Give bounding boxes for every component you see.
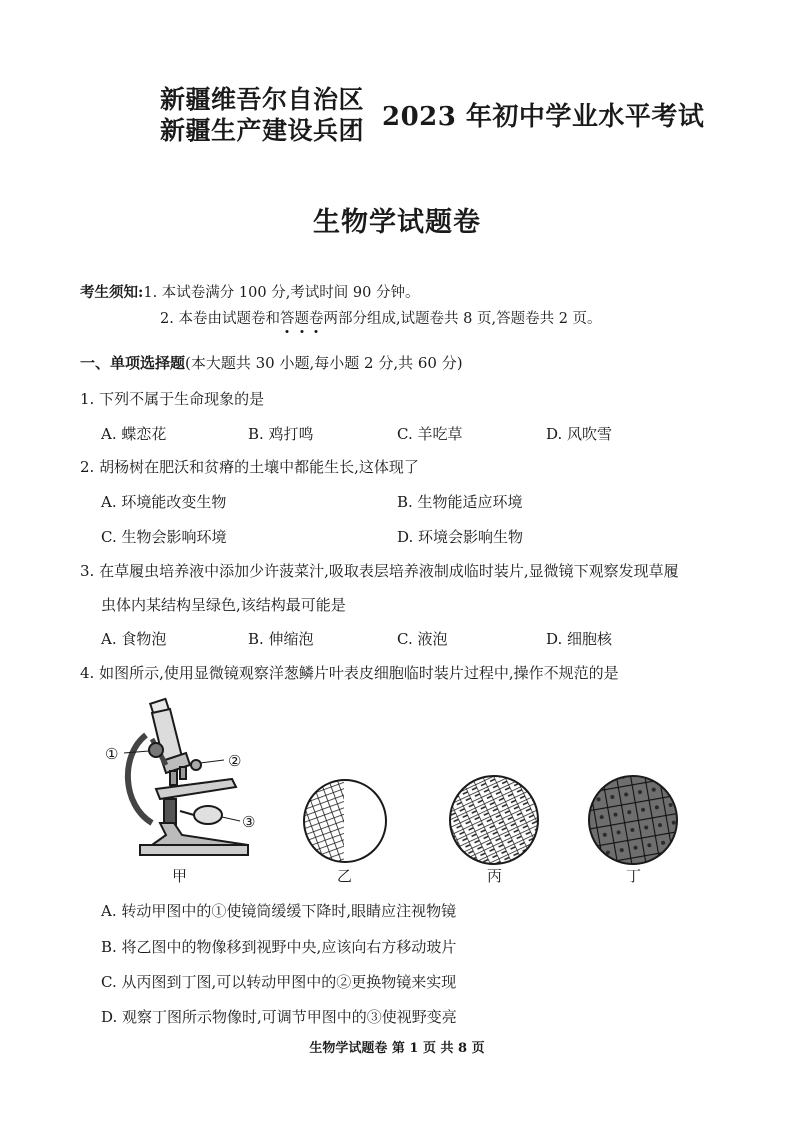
paper-title: 生物学试题卷 <box>313 207 481 238</box>
exam-notice <box>80 280 602 332</box>
notice-item-2-emphasis <box>280 311 324 327</box>
marker-2: ② <box>228 752 242 770</box>
q3-option-d: D. 细胞核 <box>546 630 613 648</box>
q4-option-a: A. 转动甲图中的①使镜筒缓缓下降时,眼睛应注视物镜 <box>101 902 457 920</box>
notice-line-2 <box>80 306 602 332</box>
view-bing-figure <box>448 774 540 866</box>
q1-option-d: D. 风吹雪 <box>546 425 613 443</box>
view-yi-figure <box>302 778 388 864</box>
q3-option-a: A. 食物泡 <box>101 630 167 648</box>
q3-option-b: B. 伸缩泡 <box>248 630 314 648</box>
q2-option-b: B. 生物能适应环境 <box>397 493 523 511</box>
region-title <box>160 84 364 146</box>
marker-3: ③ <box>242 813 256 831</box>
emphasis-char: 答 <box>279 311 295 327</box>
microscope-figure <box>100 695 260 860</box>
q1-option-c: C. 羊吃草 <box>397 425 463 443</box>
q2-option-d: D. 环境会影响生物 <box>397 528 524 546</box>
q4-option-d: D. 观察丁图所示物像时,可调节甲图中的③使视野变亮 <box>101 1008 457 1026</box>
section-title: 一、单项选择题 <box>80 354 186 372</box>
page-footer: 生物学试题卷 第 1 页 共 8 页 <box>309 1041 485 1056</box>
q4-option-b: B. 将乙图中的物像移到视野中央,应该向右方移动玻片 <box>101 938 457 956</box>
emphasis-char: 卷 <box>308 311 324 327</box>
figure-label-ding: 丁 <box>626 867 642 885</box>
question-2-stem: 2. 胡杨树在肥沃和贫瘠的土壤中都能生长,这体现了 <box>80 458 419 476</box>
q4-option-c: C. 从丙图到丁图,可以转动甲图中的②更换物镜来实现 <box>101 973 457 991</box>
region-line-1: 新疆维吾尔自治区 <box>160 85 365 114</box>
q1-option-a: A. 蝶恋花 <box>101 425 167 443</box>
q2-option-a: A. 环境能改变生物 <box>101 493 227 511</box>
notice-item-2-post: 两部分组成,试题卷共 8 页,答题卷共 2 页。 <box>323 311 602 327</box>
notice-label: 考生须知: <box>80 284 144 301</box>
question-1-stem: 1. 下列不属于生命现象的是 <box>80 390 265 408</box>
figure-label-jia: 甲 <box>172 867 188 885</box>
figure-label-bing: 丙 <box>487 867 503 885</box>
section-heading <box>80 352 463 373</box>
figure-label-yi: 乙 <box>337 867 353 885</box>
notice-item-1: 1. 本试卷满分 100 分,考试时间 90 分钟。 <box>143 285 420 301</box>
q1-option-b: B. 鸡打鸣 <box>248 425 314 443</box>
emphasis-char: 题 <box>294 311 309 327</box>
notice-line-1 <box>80 280 602 306</box>
q3-option-c: C. 液泡 <box>397 630 448 648</box>
marker-1: ① <box>105 745 119 763</box>
notice-item-2-pre: 2. 本卷由试题卷和 <box>160 311 280 327</box>
q2-option-c: C. 生物会影响环境 <box>101 528 227 546</box>
region-line-2: 新疆生产建设兵团 <box>160 116 365 145</box>
view-ding-figure <box>587 774 679 866</box>
section-note: (本大题共 30 小题,每小题 2 分,共 60 分) <box>185 354 463 372</box>
question-4-stem: 4. 如图所示,使用显微镜观察洋葱鳞片叶表皮细胞临时装片过程中,操作不规范的是 <box>80 664 619 682</box>
question-3-stem-line-1: 3. 在草履虫培养液中添加少许菠菜汁,吸取表层培养液制成临时装片,显微镜下观察发现草履 <box>80 562 679 580</box>
exam-title: 2023 年初中学业水平考试 <box>382 102 705 132</box>
question-3-stem-line-2: 虫体内某结构呈绿色,该结构最可能是 <box>101 596 346 614</box>
